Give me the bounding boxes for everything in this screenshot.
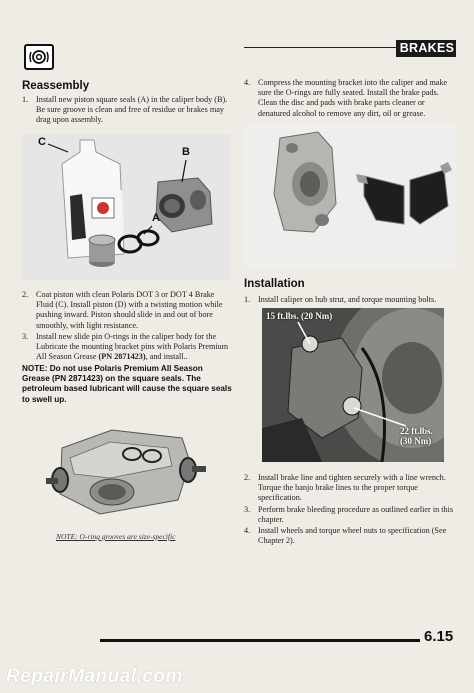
grease-warning-note: NOTE: Do not use Polaris Premium All Season Grease (PN 2871423) on the square seals. The petroleum based lubricant will cause the square seals to swell up.: [22, 364, 232, 404]
caliper-mount-torque-photo: [262, 308, 444, 462]
step-number: 1.: [244, 295, 251, 304]
caliper-oring-photo: [40, 418, 210, 523]
installation-step-2: Install brake line and tighten securely with a line wrench. Torque the banjo brake lines to the proper torque specification.: [258, 473, 446, 503]
reassembly-step-3: [36, 332, 232, 363]
brake-disc-icon: [24, 44, 54, 70]
label-c: C: [38, 136, 46, 148]
section-title: BRAKES: [399, 41, 455, 55]
step-number: 3.: [22, 332, 29, 341]
step-number: 4.: [244, 526, 251, 535]
lower-bolt-torque-label: [400, 426, 433, 446]
lower-bolt-torque-line-2: (30 Nm): [400, 436, 432, 446]
step-number: 2.: [22, 290, 29, 299]
page-number: 6.15: [424, 628, 454, 645]
reassembly-step-2: Coat piston with clean Polaris DOT 3 or DOT 4 Brake Fluid (C). Install piston (D) with a twisting motion while pushing inward. Piston should slide in and out of bore smoothly, with light resistance.: [36, 290, 223, 330]
upper-bolt-torque-label: 15 ft.lbs. (20 Nm): [266, 311, 333, 321]
installation-heading: Installation: [244, 278, 305, 290]
step-number: 2.: [244, 473, 251, 482]
reassembly-heading: Reassembly: [22, 80, 90, 92]
label-b: B: [182, 146, 190, 158]
label-a: A: [152, 212, 160, 224]
step-3-part-number: (PN 2871423): [98, 352, 146, 362]
lower-bolt-torque-line-1: 22 ft.lbs.: [400, 426, 433, 436]
step-number: 3.: [244, 505, 251, 514]
installation-step-1: Install caliper on hub strut, and torque mounting bolts.: [258, 295, 437, 304]
step-3-text-b: , and install..: [145, 352, 188, 362]
caliper-parts-photo: [22, 134, 230, 280]
step-number: 1.: [22, 95, 29, 104]
installation-step-3: Perform brake bleeding procedure as outlined earlier in this chapter.: [258, 505, 454, 525]
caliper-and-pads-photo: [244, 124, 456, 268]
step-number: 4.: [244, 78, 251, 87]
watermark: RepairManual.com: [6, 666, 183, 687]
step-3-text-a: Install new slide pin O-rings in the caliper body for the Lubricate the mounting bracket pins with Polaris Premium All Season Grease: [36, 332, 229, 362]
reassembly-step-4: Compress the mounting bracket into the caliper and make sure the O-rings are fully seated. Install the brake pads. Clean the disc and pads with brake parts cleaner or denatured alcohol to remove any dirt, oil or grease.: [258, 78, 448, 118]
installation-step-4: Install wheels and torque wheel nuts to specification (See Chapter 2).: [258, 526, 447, 546]
reassembly-step-1: Install new piston square seals (A) in the caliper body (B). Be sure groove is clean and free of residue or brakes may drag upon assembly.: [36, 95, 228, 125]
footer-rule: [100, 639, 420, 642]
photo-caption: NOTE: O-ring grooves are size-specific: [56, 532, 176, 541]
